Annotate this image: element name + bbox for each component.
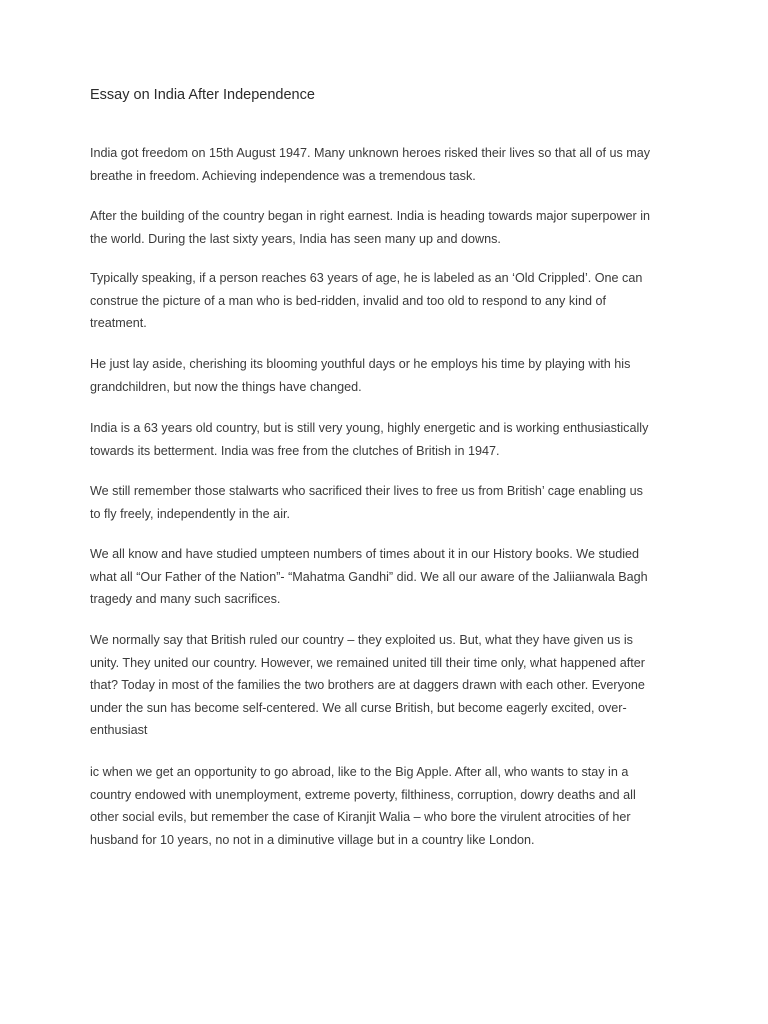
paragraph-line: treatment. bbox=[90, 316, 147, 331]
paragraph-3 bbox=[90, 267, 690, 335]
paragraph-line: He just lay aside, cherishing its blooming youthful days or he employs his time by playing with his bbox=[90, 357, 631, 371]
paragraph-line: enthusiast bbox=[90, 723, 148, 738]
paragraph-line: other social evils, but remember the case of Kiranjit Walia – who bore the virulent atrocities of her bbox=[90, 810, 631, 825]
paragraph-8 bbox=[90, 629, 690, 742]
paragraph-2 bbox=[90, 205, 690, 250]
paragraph-7 bbox=[90, 543, 690, 611]
paragraph-line: the world. During the last sixty years, India has seen many up and downs. bbox=[90, 231, 501, 246]
paragraph-line: ic when we get an opportunity to go abroad, like to the Big Apple. After all, who wants to stay in a bbox=[90, 765, 629, 779]
paragraph-line: that? Today in most of the families the two brothers are at daggers drawn with each other. Everyone bbox=[90, 678, 645, 693]
paragraph-1 bbox=[90, 142, 690, 187]
paragraph-line: We still remember those stalwarts who sacrificed their lives to free us from British’ cage enabling us bbox=[90, 484, 643, 498]
paragraph-line: country endowed with unemployment, extreme poverty, filthiness, corruption, dowry deaths and all bbox=[90, 787, 636, 802]
paragraph-5 bbox=[90, 417, 690, 462]
paragraph-line: Typically speaking, if a person reaches 63 years of age, he is labeled as an ‘Old Crippled’. One can bbox=[90, 271, 643, 285]
paragraph-line: We normally say that British ruled our country – they exploited us. But, what they have given us is bbox=[90, 633, 633, 647]
paragraph-9 bbox=[90, 761, 690, 851]
paragraph-line: towards its betterment. India was free from the clutches of British in 1947. bbox=[90, 443, 500, 458]
paragraph-4 bbox=[90, 353, 690, 398]
paragraph-6 bbox=[90, 480, 690, 525]
paragraph-line: breathe in freedom. Achieving independence was a tremendous task. bbox=[90, 168, 476, 183]
paragraph-line: construe the picture of a man who is bed-ridden, invalid and too old to respond to any kind of bbox=[90, 293, 606, 308]
paragraph-line: India is a 63 years old country, but is still very young, highly energetic and is working enthusiastically bbox=[90, 421, 649, 435]
paragraph-line: unity. They united our country. However, we remained united till their time only, what happened after bbox=[90, 655, 645, 670]
paragraph-line: We all know and have studied umpteen numbers of times about it in our History books. We studied bbox=[90, 547, 640, 561]
paragraph-line: After the building of the country began in right earnest. India is heading towards major superpower in bbox=[90, 209, 651, 223]
paragraph-line: under the sun has become self-centered. We all curse British, but become eagerly excited, over- bbox=[90, 700, 627, 715]
paragraph-line: tragedy and many such sacrifices. bbox=[90, 592, 281, 607]
paragraph-line: husband for 10 years, no not in a diminutive village but in a country like London. bbox=[90, 832, 535, 847]
paragraph-line: what all “Our Father of the Nation”- “Mahatma Gandhi” did. We all our aware of the Jaliianwala Bagh bbox=[90, 569, 648, 584]
paragraph-line: to fly freely, independently in the air. bbox=[90, 506, 290, 521]
paragraph-line: grandchildren, but now the things have changed. bbox=[90, 379, 362, 394]
paragraph-line: India got freedom on 15th August 1947. Many unknown heroes risked their lives so that all of us may bbox=[90, 146, 651, 160]
essay-title: Essay on India After Independence bbox=[90, 87, 315, 103]
